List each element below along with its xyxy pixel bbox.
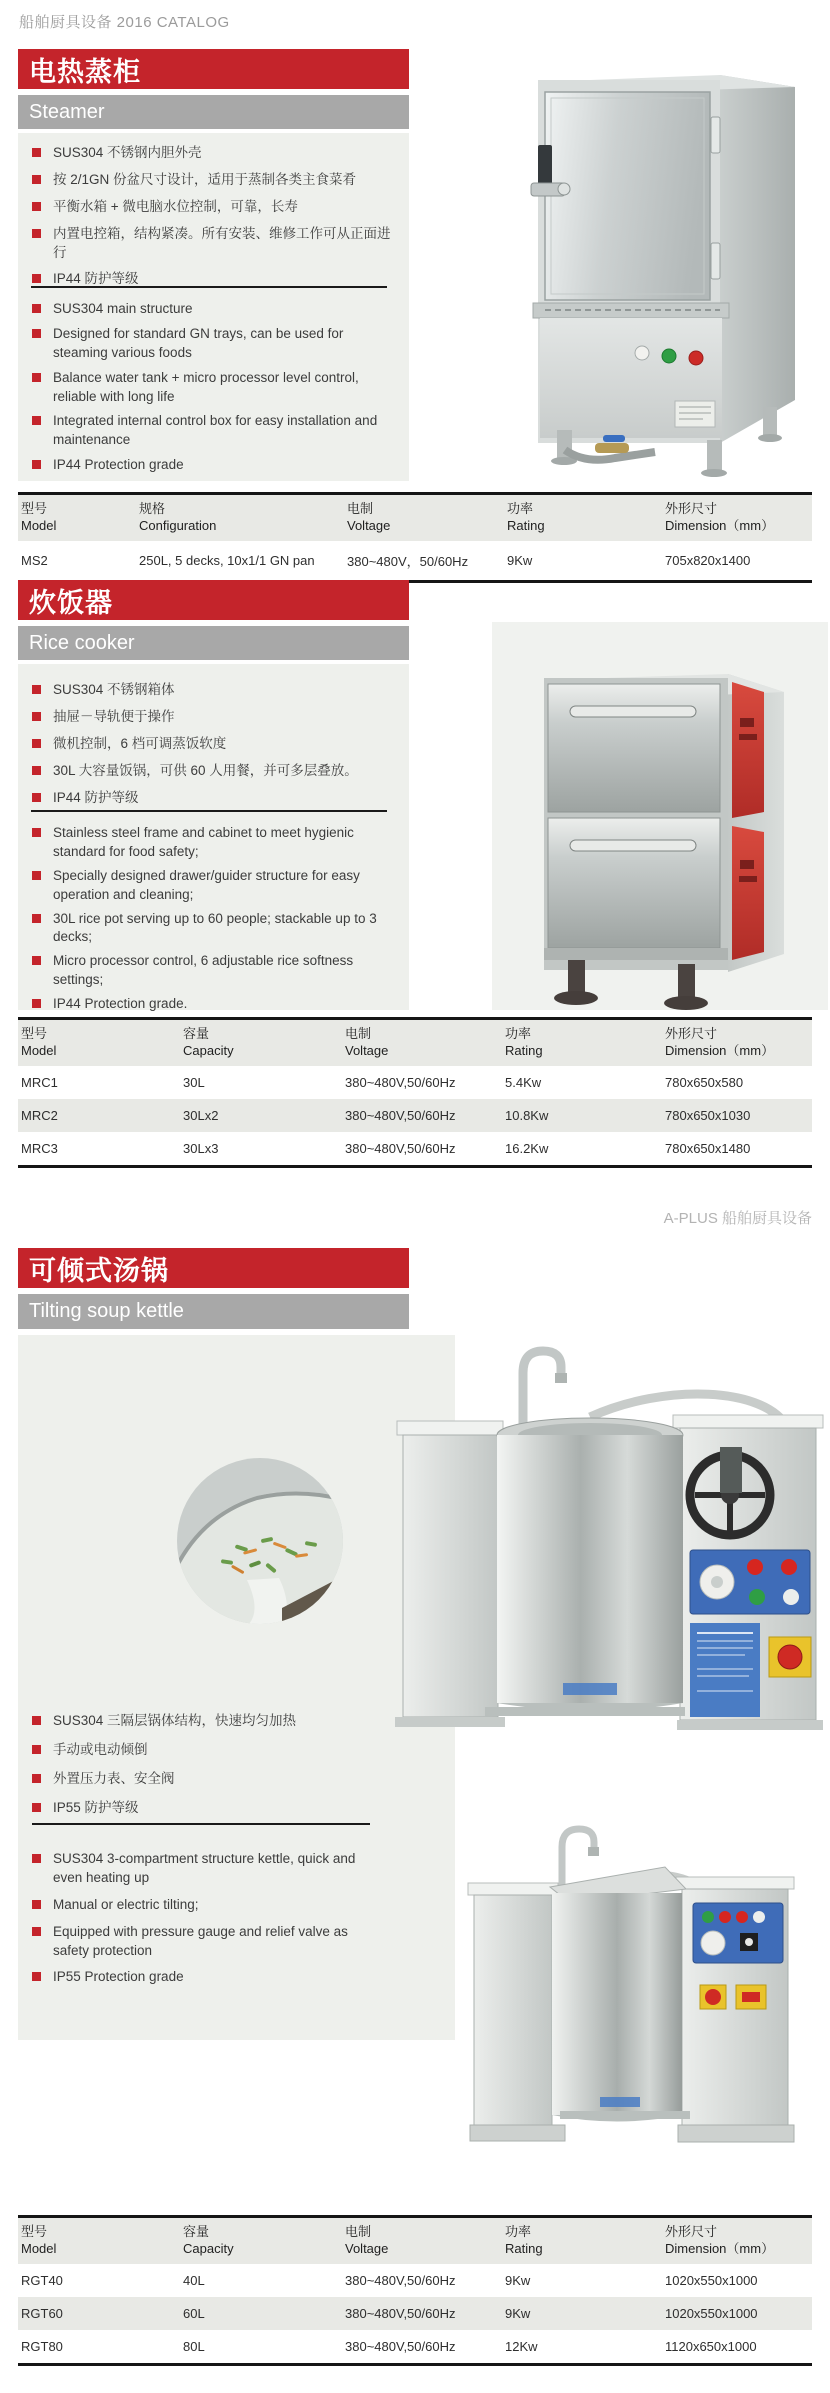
bullet-square-icon <box>32 373 41 382</box>
table-cell: 1120x650x1000 <box>665 2338 757 2354</box>
bullet-text: Manual or electric tilting; <box>53 1896 199 1912</box>
bullet-square-icon <box>32 766 41 775</box>
table-cell: MRC1 <box>21 1074 58 1090</box>
table-header-cell <box>18 495 136 541</box>
table-cell: 250L, 5 decks, 10x1/1 GN pan <box>139 552 315 568</box>
list-item <box>32 681 398 700</box>
table-header-cell <box>344 495 504 541</box>
header-en: Capacity <box>183 1042 234 1058</box>
bullet-text: Specially designed drawer/guider structure for easy operation and cleaning; <box>53 867 360 902</box>
bullet-square-icon <box>32 460 41 469</box>
table-row <box>18 2264 812 2297</box>
table-header-cell <box>342 2218 502 2264</box>
header-cn: 型号 <box>21 2224 48 2239</box>
section1-title-en: Steamer <box>29 100 105 123</box>
header-cn: 外形尺寸 <box>665 2224 718 2239</box>
section1-feature-panel <box>18 133 409 481</box>
section2-title-en: Rice cooker <box>29 631 135 654</box>
table-cell: 780x650x1030 <box>665 1107 751 1123</box>
bullet-square-icon <box>32 304 41 313</box>
table-header-cell <box>502 2218 662 2264</box>
table-header-cell <box>18 2218 180 2264</box>
header-en: Dimension（mm） <box>665 1042 775 1058</box>
bullet-square-icon <box>32 1900 41 1909</box>
header-cn: 容量 <box>183 2224 210 2239</box>
bullet-text: Designed for standard GN trays, can be used for steaming various foods <box>53 325 344 360</box>
header-cn: 型号 <box>21 501 48 516</box>
header-en: Voltage <box>345 1042 389 1058</box>
bullet-square-icon <box>32 999 41 1008</box>
bullet-square-icon <box>32 793 41 802</box>
bullet-square-icon <box>32 1745 41 1754</box>
bullet-text: IP44 Protection grade <box>53 457 184 473</box>
table-row <box>18 1132 812 1165</box>
bullet-text: 手动或电动倾倒 <box>53 1741 148 1757</box>
bullet-square-icon <box>32 871 41 880</box>
bullet-square-icon <box>32 712 41 721</box>
steamer-illustration <box>445 45 830 480</box>
bullet-square-icon <box>32 739 41 748</box>
header-cn: 电制 <box>347 501 374 516</box>
soup-kettle-large-photo <box>385 1335 830 1730</box>
list-item <box>32 1923 387 1961</box>
header-en: Rating <box>505 1042 543 1058</box>
list-item <box>32 952 382 990</box>
list-item <box>32 300 387 319</box>
table-header-row <box>18 1020 812 1066</box>
header-en: Capacity <box>183 2240 234 2256</box>
bullet-square-icon <box>32 685 41 694</box>
header-cn: 功率 <box>505 2224 532 2239</box>
header-en: Voltage <box>345 2240 389 2256</box>
table-row <box>18 1099 812 1132</box>
bullet-text: SUS304 不锈钢内胆外壳 <box>53 145 202 160</box>
bullet-text: IP44 Protection grade. <box>53 996 188 1012</box>
header-cn: 功率 <box>505 1026 532 1041</box>
bullet-text: IP44 防护等级 <box>53 789 139 805</box>
bullet-text: Integrated internal control box for easy installation and maintenance <box>53 413 378 448</box>
table-cell: 780x650x1480 <box>665 1140 751 1156</box>
bullet-square-icon <box>32 202 41 211</box>
soup-kettle-spec-table <box>18 2215 812 2366</box>
table-cell: MRC2 <box>21 1107 58 1123</box>
list-item <box>32 867 382 905</box>
bullet-square-icon <box>32 1716 41 1725</box>
table-cell: RGT40 <box>21 2272 63 2288</box>
bullet-text: Micro processor control, 6 adjustable rice softness settings; <box>53 953 354 988</box>
bullet-text: IP44 防护等级 <box>53 271 139 287</box>
section1-subtitle-banner <box>18 95 409 129</box>
section3-title-cn: 可倾式汤锅 <box>29 1255 169 1286</box>
page-header-text: 船舶厨具设备 2016 CATALOG <box>19 14 230 31</box>
list-item <box>32 1770 422 1789</box>
rice-cooker-product-photo <box>492 622 828 1010</box>
header-en: Model <box>21 2240 57 2256</box>
list-item <box>32 1896 387 1915</box>
header-cn: 容量 <box>183 1026 210 1041</box>
list-item <box>32 762 398 781</box>
bullet-text: Balance water tank + micro processor level control, reliable with long life <box>53 369 359 404</box>
bullet-text: IP55 Protection grade <box>53 1969 184 1985</box>
bullet-text: Equipped with pressure gauge and relief valve as safety protection <box>53 1923 348 1958</box>
table-cell: 780x650x580 <box>665 1074 744 1090</box>
header-en: Configuration <box>139 517 217 533</box>
bullet-square-icon <box>32 1854 41 1863</box>
soup-inset-illustration <box>177 1458 343 1624</box>
table-cell: 80L <box>183 2338 205 2354</box>
header-en: Model <box>21 517 57 533</box>
rice-cooker-illustration <box>492 622 828 1010</box>
list-item <box>32 1799 422 1818</box>
list-item <box>32 995 382 1014</box>
table-cell: RGT60 <box>21 2305 63 2321</box>
soup-kettle-small-photo <box>450 1825 825 2150</box>
header-cn: 功率 <box>507 501 534 516</box>
bullet-text: IP55 防护等级 <box>53 1799 139 1815</box>
header-cn: 电制 <box>345 1026 372 1041</box>
bullet-square-icon <box>32 914 41 923</box>
bullet-text: 平衡水箱 + 微电脑水位控制，可靠，长寿 <box>53 198 298 214</box>
section1-bullets-en <box>32 300 387 481</box>
table-row <box>18 1066 812 1099</box>
table-cell: 12Kw <box>505 2338 538 2354</box>
table-row <box>18 541 812 580</box>
table-cell: 380~480V,50/60Hz <box>345 2338 456 2354</box>
bullet-square-icon <box>32 416 41 425</box>
list-item <box>32 412 387 450</box>
table-cell: 30Lx2 <box>183 1107 219 1123</box>
table-cell: 1020x550x1000 <box>665 2272 758 2288</box>
list-item <box>32 456 387 475</box>
list-item <box>32 171 398 190</box>
section1-title-cn: 电热蒸柜 <box>29 56 141 87</box>
header-en: Voltage <box>347 517 391 533</box>
bullet-text: 外置压力表、安全阀 <box>53 1770 175 1786</box>
header-en: Rating <box>505 2240 543 2256</box>
section3-bullets-cn <box>32 1712 422 1828</box>
list-item <box>32 708 398 727</box>
table-cell: 30Lx3 <box>183 1140 219 1156</box>
bullet-text: SUS304 3-compartment structure kettle, quick and even heating up <box>53 1851 356 1885</box>
table-cell: 380~480V,50/60Hz <box>345 1140 456 1156</box>
table-header-cell <box>180 2218 342 2264</box>
header-cn: 规格 <box>139 501 166 516</box>
table-header-cell <box>136 495 344 541</box>
list-item <box>32 1968 387 1987</box>
list-item <box>32 369 387 407</box>
section1-title-banner <box>18 49 409 89</box>
table-cell: 380~480V,50/60Hz <box>345 1107 456 1123</box>
table-header-cell <box>662 1020 812 1066</box>
bullet-square-icon <box>32 956 41 965</box>
header-cn: 电制 <box>345 2224 372 2239</box>
bullet-text: 30L rice pot serving up to 60 people; stackable up to 3 decks; <box>53 910 377 945</box>
bullet-square-icon <box>32 148 41 157</box>
section1-bullets-cn <box>32 144 398 297</box>
table-cell: RGT80 <box>21 2338 63 2354</box>
header-en: Model <box>21 1042 57 1058</box>
table-cell: 380~480V,50/60Hz <box>345 2272 456 2288</box>
soup-inset-photo <box>177 1458 343 1624</box>
bullet-text: SUS304 三隔层锅体结构，快速均匀加热 <box>53 1713 297 1728</box>
table-cell: 30L <box>183 1074 205 1090</box>
table-header-row <box>18 495 812 541</box>
bullet-text: 按 2/1GN 份盆尺寸设计，适用于蒸制各类主食菜肴 <box>53 171 357 187</box>
list-item <box>32 824 382 862</box>
bullet-square-icon <box>32 1774 41 1783</box>
list-item <box>32 1712 422 1731</box>
brand-line: A-PLUS 船舶厨具设备 <box>663 1210 812 1227</box>
header-cn: 外形尺寸 <box>665 501 718 516</box>
section2-title-cn: 炊饭器 <box>29 587 113 618</box>
table-cell: 9Kw <box>505 2305 531 2321</box>
steamer-product-photo <box>445 45 830 480</box>
table-header-cell <box>502 1020 662 1066</box>
table-row <box>18 2297 812 2330</box>
divider <box>31 286 387 288</box>
section3-title-en: Tilting soup kettle <box>29 1300 184 1322</box>
table-cell: 9Kw <box>507 552 533 568</box>
section3-title-banner <box>18 1248 409 1288</box>
table-cell: MRC3 <box>21 1140 58 1156</box>
table-cell: 1020x550x1000 <box>665 2305 758 2321</box>
table-cell: 380~480V,50/60Hz <box>345 1074 456 1090</box>
table-row <box>18 2330 812 2363</box>
divider <box>31 810 387 812</box>
table-header-cell <box>342 1020 502 1066</box>
bullet-square-icon <box>32 828 41 837</box>
table-cell: 60L <box>183 2305 205 2321</box>
section3-subtitle-banner <box>18 1294 409 1329</box>
table-cell: 40L <box>183 2272 205 2288</box>
list-item <box>32 789 398 808</box>
bullet-text: Stainless steel frame and cabinet to meet hygienic standard for food safety; <box>53 825 354 859</box>
section2-bullets-cn <box>32 681 398 815</box>
table-cell: 380~480V,50/60Hz <box>345 2305 456 2321</box>
bullet-square-icon <box>32 329 41 338</box>
section2-subtitle-banner <box>18 626 409 660</box>
table-header-cell <box>662 495 812 541</box>
list-item <box>32 735 398 754</box>
list-item <box>32 144 398 163</box>
table-header-cell <box>18 1020 180 1066</box>
header-en: Dimension（mm） <box>665 2240 775 2256</box>
bullet-square-icon <box>32 1927 41 1936</box>
section2-feature-panel <box>18 664 409 1010</box>
soup-kettle-large-illustration <box>385 1335 830 1730</box>
list-item <box>32 1850 387 1888</box>
bullet-square-icon <box>32 1803 41 1812</box>
header-en: Rating <box>507 517 545 533</box>
bullet-text: SUS304 main structure <box>53 301 193 316</box>
bullet-square-icon <box>32 229 41 238</box>
section3-bullets-en <box>32 1850 387 1995</box>
bullet-text: 抽屉－导轨便于操作 <box>53 708 175 724</box>
table-header-cell <box>662 2218 812 2264</box>
table-cell: 16.2Kw <box>505 1140 549 1156</box>
rice-cooker-spec-table <box>18 1017 812 1168</box>
bullet-text: 内置电控箱，结构紧凑。所有安装、维修工作可从正面进行 <box>53 225 391 260</box>
table-header-cell <box>180 1020 342 1066</box>
section2-bullets-en <box>32 824 382 1019</box>
table-cell: 705x820x1400 <box>665 552 751 568</box>
list-item <box>32 225 398 263</box>
bullet-square-icon <box>32 1972 41 1981</box>
bullet-square-icon <box>32 175 41 184</box>
table-cell: 5.4Kw <box>505 1074 542 1090</box>
header-en: Dimension（mm） <box>665 517 775 533</box>
bullet-text: 30L 大容量饭锅，可供 60 人用餐，并可多层叠放。 <box>53 762 358 778</box>
table-cell: 380~480V，50/60Hz <box>347 553 469 569</box>
steamer-spec-table <box>18 492 812 583</box>
list-item <box>32 910 382 948</box>
section2-title-banner <box>18 580 409 620</box>
soup-kettle-small-illustration <box>450 1825 825 2150</box>
table-cell: 9Kw <box>505 2272 531 2288</box>
table-header-cell <box>504 495 662 541</box>
header-cn: 外形尺寸 <box>665 1026 718 1041</box>
list-item <box>32 1741 422 1760</box>
bullet-square-icon <box>32 274 41 283</box>
bullet-text: SUS304 不锈钢箱体 <box>53 682 175 697</box>
table-cell: MS2 <box>21 552 48 568</box>
header-cn: 型号 <box>21 1026 48 1041</box>
bullet-text: 微机控制，6 档可调蒸饭软度 <box>53 735 227 751</box>
list-item <box>32 198 398 217</box>
table-header-row <box>18 2218 812 2264</box>
table-cell: 10.8Kw <box>505 1107 549 1123</box>
list-item <box>32 325 387 363</box>
divider <box>32 1823 370 1825</box>
